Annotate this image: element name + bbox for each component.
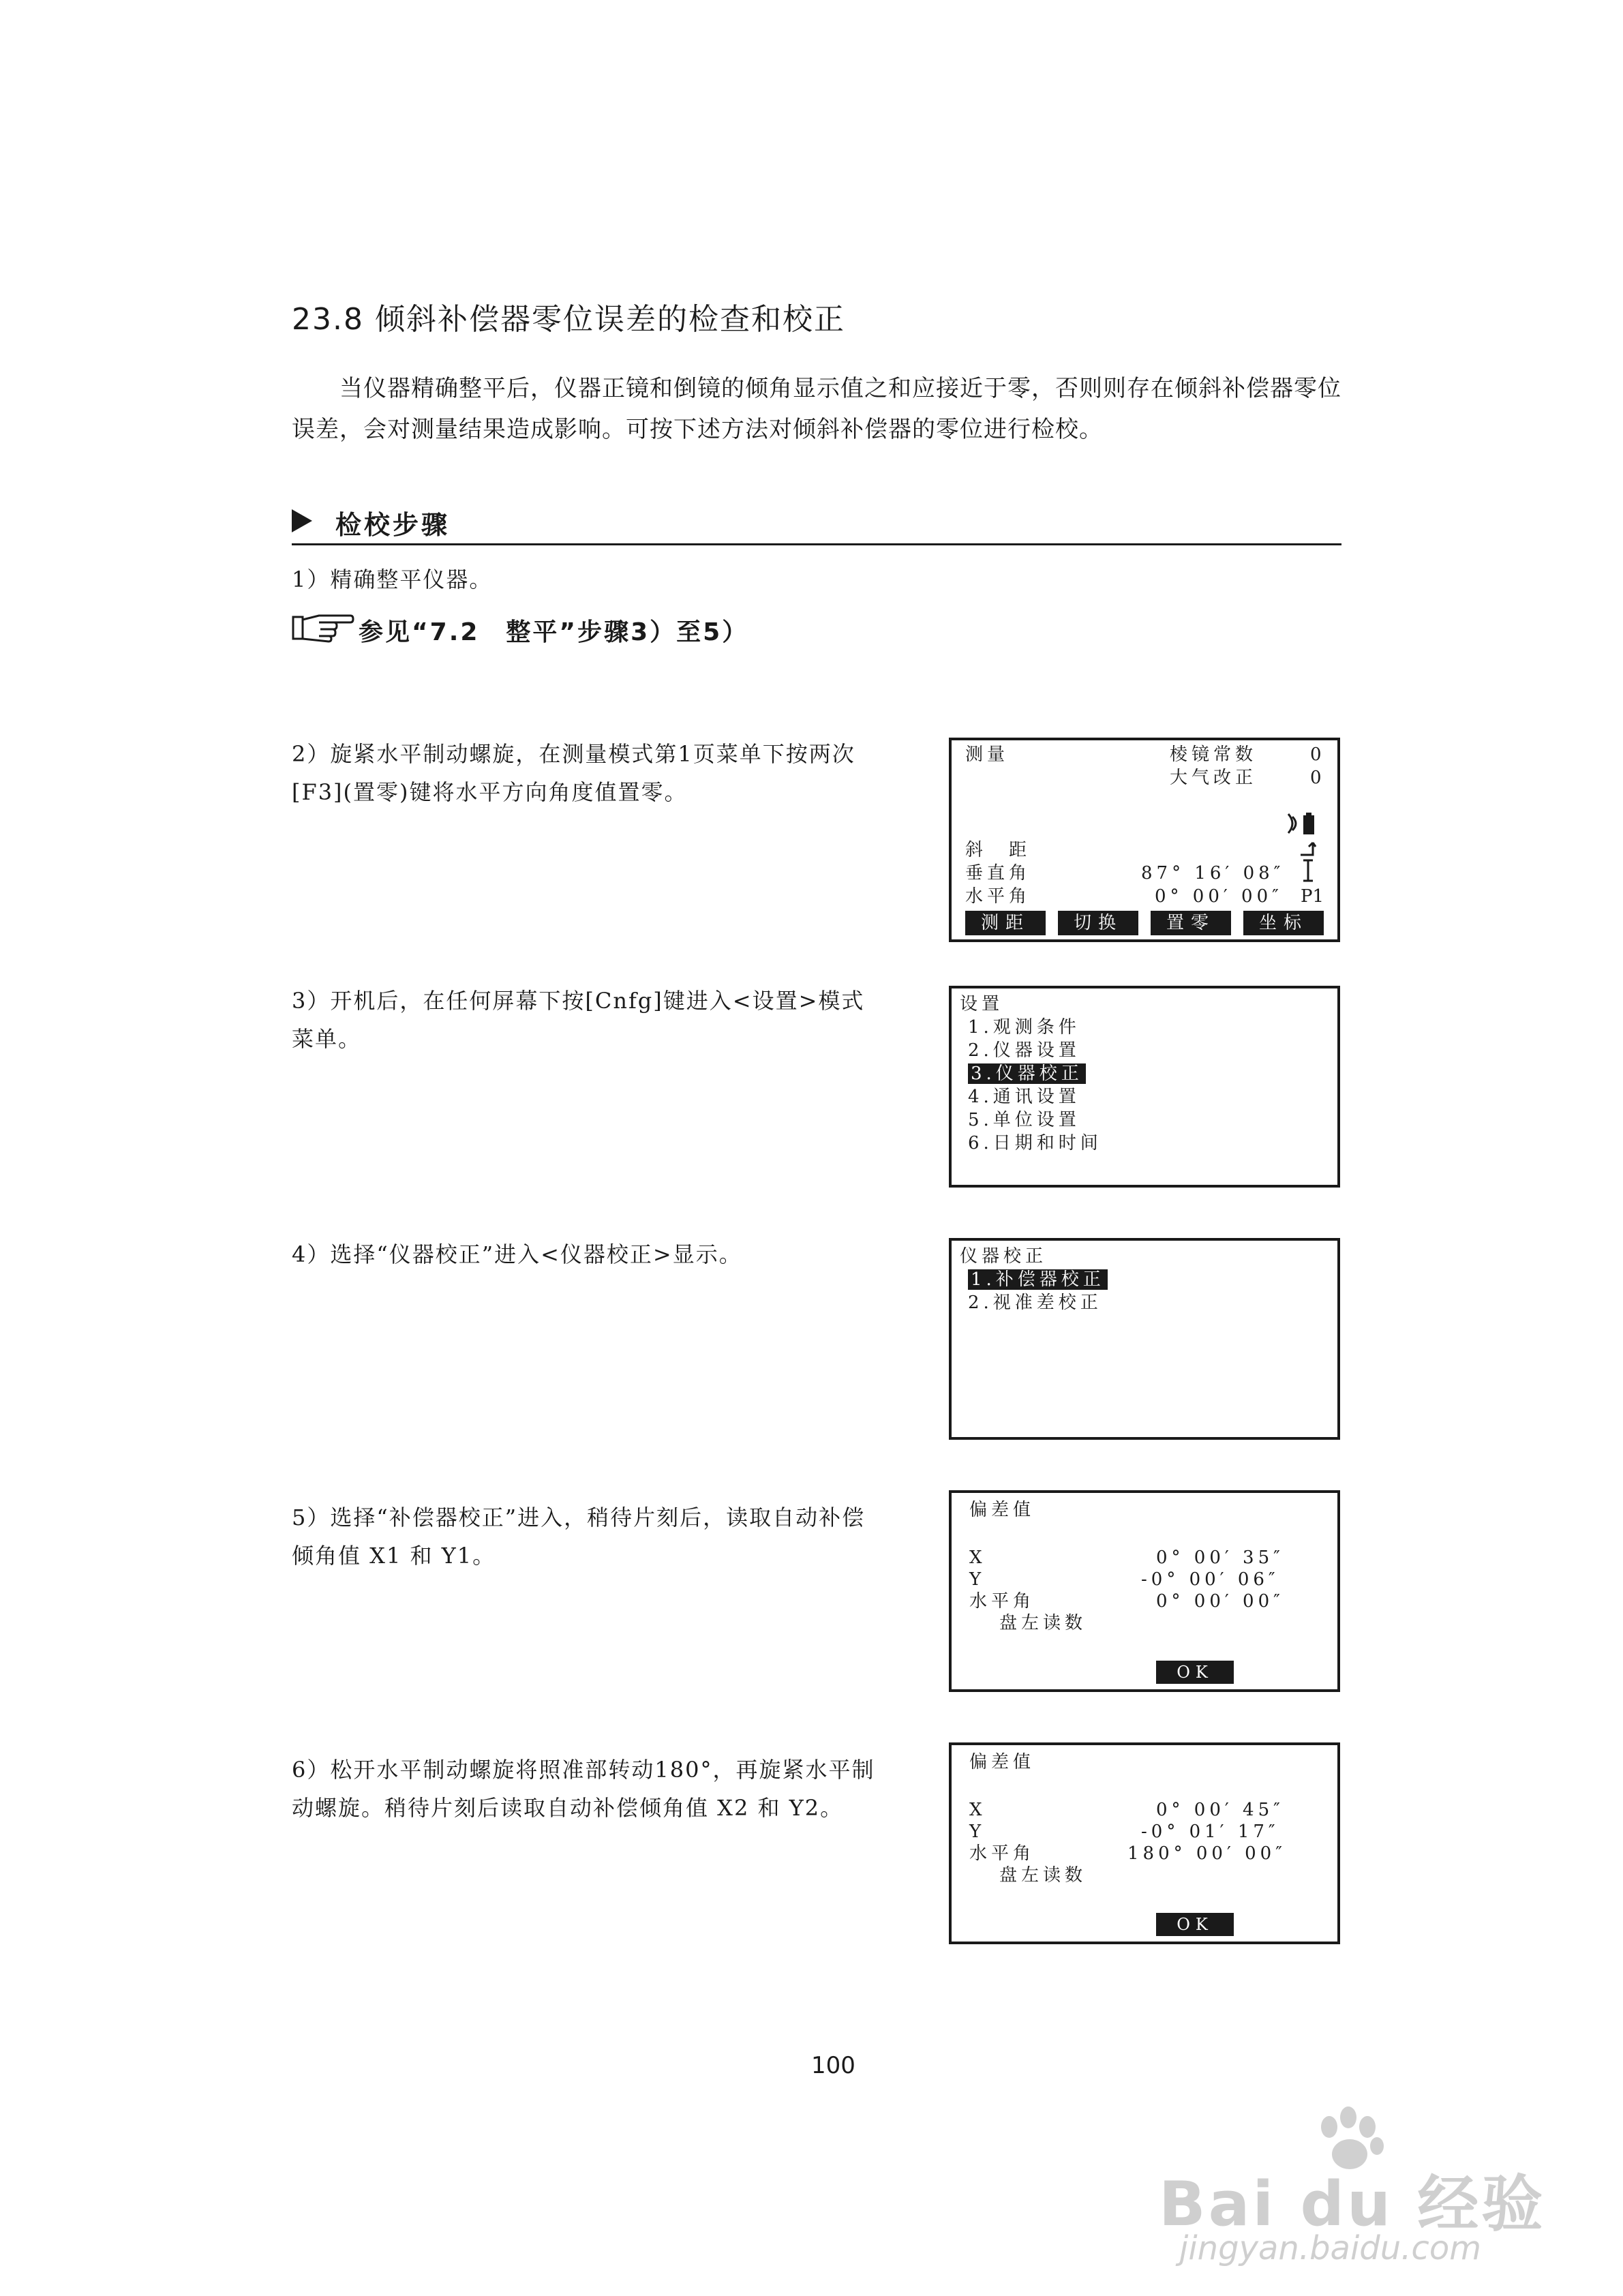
step-2: 2）旋紧水平制动螺旋，在测量模式第1页菜单下按两次[F3](置零)键将水平方向角度值置零。: [292, 741, 855, 805]
softkey-f2-switch[interactable]: 切换: [1058, 911, 1138, 935]
mode-label: 测量: [965, 744, 1010, 765]
x-label: X: [969, 1800, 986, 1820]
ok-button[interactable]: OK: [1156, 1661, 1234, 1684]
x-label: X: [969, 1547, 986, 1568]
lcd-measure-screen: [949, 738, 1340, 942]
calibration-title: 仪器校正: [960, 1246, 1048, 1267]
step-3: 3）开机后，在任何屏幕下按[Cnfg]键进入<设置>模式菜单。: [292, 988, 865, 1052]
settings-item-2[interactable]: 2.仪器设置: [968, 1040, 1080, 1061]
horizontal-angle-label: 水平角: [965, 886, 1031, 907]
lcd-settings-screen: [949, 986, 1340, 1188]
horizontal-angle-value: 180° 00′ 00″: [1127, 1843, 1286, 1864]
settings-title: 设置: [960, 994, 1004, 1014]
settings-item-5[interactable]: 5.单位设置: [968, 1110, 1080, 1130]
procedure-heading-text: 检校步骤: [335, 510, 451, 540]
page-indicator: P1: [1301, 886, 1324, 907]
triangle-bullet-icon: [292, 509, 312, 532]
intro-paragraph: [292, 368, 1341, 450]
lcd-deviation-screen-1: [949, 1490, 1340, 1692]
section-title: 23.8 倾斜补偿器零位误差的检查和校正: [292, 302, 845, 337]
ok-button[interactable]: OK: [1156, 1913, 1234, 1936]
deviation-title: 偏差值: [969, 1500, 1035, 1520]
calibration-item-1-selected[interactable]: 1.补偿器校正: [968, 1269, 1108, 1290]
step-4: 4）选择“仪器校正”进入<仪器校正>显示。: [292, 1241, 742, 1267]
signal-battery-icon: [1286, 811, 1318, 836]
tilt-indicator-icon: [1298, 837, 1318, 885]
softkey-bar: [965, 911, 1324, 935]
step-5: 5）选择“补偿器校正”进入，稍待片刻后，读取自动补偿倾角值 X1 和 Y1。: [292, 1505, 866, 1569]
deviation-title: 偏差值: [969, 1752, 1035, 1772]
procedure-heading: [292, 501, 1341, 545]
horizontal-angle-label: 水平角: [969, 1591, 1035, 1612]
pointing-hand-icon: [292, 610, 354, 644]
face-left-reading: 盘左读数: [999, 1865, 1087, 1886]
settings-item-1[interactable]: 1.观测条件: [968, 1017, 1080, 1038]
calibration-item-2[interactable]: 2.视准差校正: [968, 1293, 1102, 1313]
step-1: 1）精确整平仪器。: [292, 567, 493, 592]
watermark-brand: Bai du 经验: [1159, 2169, 1546, 2240]
y-value: -0° 00′ 06″: [1141, 1569, 1279, 1590]
settings-item-4[interactable]: 4.通讯设置: [968, 1087, 1080, 1107]
vertical-angle-label: 垂直角: [965, 863, 1031, 883]
atm-correction-value: 0: [1310, 768, 1326, 788]
prism-constant-label: 棱镜常数: [1170, 744, 1258, 765]
lcd-deviation-screen-2: [949, 1742, 1340, 1944]
reference-text: 参见“7.2 整平”步骤3）至5）: [359, 618, 749, 646]
softkey-f3-zero[interactable]: 置零: [1151, 911, 1231, 935]
face-left-reading: 盘左读数: [999, 1613, 1087, 1633]
y-value: -0° 01′ 17″: [1141, 1822, 1279, 1842]
step-6: 6）松开水平制动螺旋将照准部转动180°，再旋紧水平制动螺旋。稍待片刻后读取自动补偿倾角值 X2 和 Y2。: [292, 1757, 875, 1821]
horizontal-angle-value: 0° 00′ 00″: [1156, 1591, 1284, 1612]
atm-correction-label: 大气改正: [1170, 768, 1258, 788]
vertical-angle-value: 87° 16′ 08″: [1141, 863, 1285, 883]
settings-item-3-selected[interactable]: 3.仪器校正: [968, 1063, 1086, 1084]
softkey-f4-coordinate[interactable]: 坐标: [1243, 911, 1324, 935]
lcd-calibration-screen: [949, 1238, 1340, 1440]
y-label: Y: [969, 1569, 986, 1590]
page-number: 100: [811, 2052, 855, 2079]
watermark-url: jingyan.baidu.com: [1179, 2229, 1481, 2267]
slope-distance-label: 斜 距: [965, 840, 1031, 860]
intro-text: 当仪器精确整平后，仪器正镜和倒镜的倾角显示值之和应接近于零，否则则存在倾斜补偿器零位误差，会对测量结果造成影响。可按下述方法对倾斜补偿器的零位进行检校。: [292, 375, 1341, 443]
x-value: 0° 00′ 35″: [1156, 1547, 1284, 1568]
x-value: 0° 00′ 45″: [1156, 1800, 1284, 1820]
horizontal-angle-label: 水平角: [969, 1843, 1035, 1864]
horizontal-angle-value: 0° 00′ 00″: [1155, 886, 1283, 907]
softkey-f1-measure[interactable]: 测距: [965, 911, 1046, 935]
settings-item-6[interactable]: 6.日期和时间: [968, 1133, 1102, 1153]
prism-constant-value: 0: [1310, 744, 1326, 765]
y-label: Y: [969, 1822, 986, 1842]
